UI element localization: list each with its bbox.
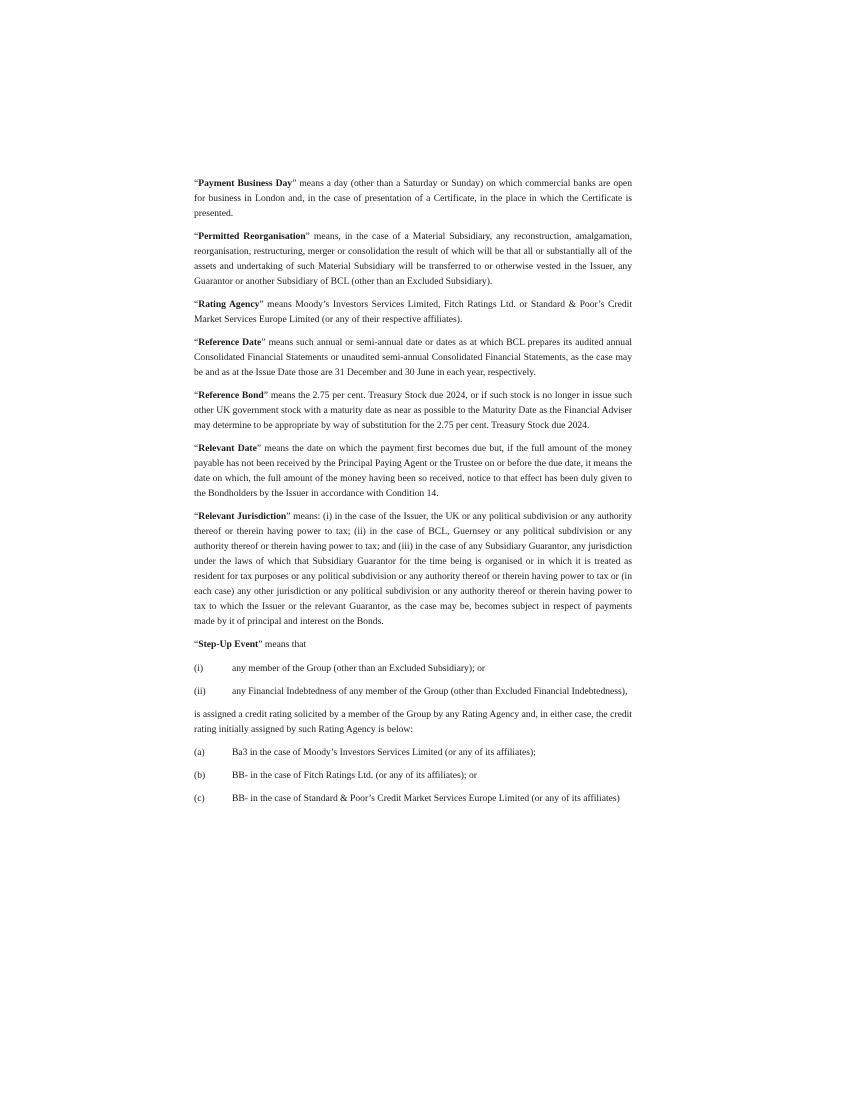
definition-permitted-reorganisation: “Permitted Reorganisation” means, in the case of a Material Subsidiary, any reconstruction, amalgamation, reorganisation, restructuring, merger or consolidation the result of which will be that all or substantially all of the assets and undertaking of such Material Subsidiary will be transferred to or otherwise vested in the Issuer, any Guarantor or another Subsidiary of BCL (other than an Excluded Subsidiary).	[194, 231, 632, 287]
definition-step-up-event: “Step-Up Event” means that	[194, 639, 307, 650]
list-item-text: BB- in the case of Fitch Ratings Ltd. (or any of its affiliates); or	[232, 770, 477, 781]
list-item	[194, 661, 632, 676]
list-item-text: any Financial Indebtedness of any member of the Group (other than Excluded Financial Indebtedness),	[232, 686, 628, 697]
list-item-number: (b)	[194, 770, 206, 781]
definition-payment-business-day: “Payment Business Day” means a day (other than a Saturday or Sunday) on which commercial banks are open for business in London and, in the case of presentation of a Certificate, in the place in which the Certificate is presented.	[194, 178, 632, 219]
list-item-text: BB- in the case of Standard & Poor’s Credit Market Services Europe Limited (or any of its affiliates)	[232, 793, 620, 804]
list-item-text: any member of the Group (other than an Excluded Subsidiary); or	[232, 663, 486, 674]
list-item	[194, 745, 632, 760]
step-up-middle-paragraph: is assigned a credit rating solicited by a member of the Group by any Rating Agency and, in either case, the credit rating initially assigned by such Rating Agency is below:	[194, 709, 632, 735]
list-item-number: (a)	[194, 747, 205, 758]
definition-reference-bond: “Reference Bond” means the 2.75 per cent. Treasury Stock due 2024, or if such stock is no longer in issue such other UK government stock with a maturity date as near as possible to the Maturity Date as the Financial Adviser may determine to be appropriate by way of substitution for the 2.75 per cent. Treasury Stock due 2024.	[194, 390, 632, 431]
definition-rating-agency: “Rating Agency” means Moody’s Investors Services Limited, Fitch Ratings Ltd. or Standard & Poor’s Credit Market Services Europe Limited (or any of their respective affiliates).	[194, 299, 632, 325]
definition-reference-date: “Reference Date” means such annual or semi-annual date or dates as at which BCL prepares its audited annual Consolidated Financial Statements or unaudited semi-annual Consolidated Financial Statements, as the case may be and as at the Issue Date those are 31 December and 30 June in each year, respectively.	[194, 337, 632, 378]
list-item	[194, 768, 632, 783]
definition-relevant-date: “Relevant Date” means the date on which the payment first becomes due but, if the full amount of the money payable has not been received by the Principal Paying Agent or the Trustee on or before the due date, it means the date on which, the full amount of the money having been so received, notice to that effect has been duly given to the Bondholders by the Issuer in accordance with Condition 14.	[194, 443, 632, 499]
list-item-number: (c)	[194, 793, 205, 804]
list-item	[194, 684, 632, 699]
document-page	[194, 176, 632, 814]
list-item	[194, 791, 632, 806]
list-item-text: Ba3 in the case of Moody’s Investors Services Limited (or any of its affiliates);	[232, 747, 536, 758]
definition-relevant-jurisdiction: “Relevant Jurisdiction” means: (i) in the case of the Issuer, the UK or any political subdivision or any authority thereof or therein having power to tax; (ii) in the case of BCL, Guernsey or any political subdivision or any authority thereof or therein having power to tax; and (iii) in the case of any Subsidiary Guarantor, any jurisdiction under the laws of which that Subsidiary Guarantor for the time being is organised or in which it is treated as resident for tax purposes or any political subdivision or any authority thereof or therein having power to tax or (in each case) any other jurisdiction or any political subdivision or any authority thereof or therein having power to tax to which the Issuer or the relevant Guarantor, as the case may be, becomes subject in respect of payments made by it of principal and interest on the Bonds.	[194, 511, 632, 627]
list-item-number: (i)	[194, 663, 204, 674]
list-item-number: (ii)	[194, 686, 206, 697]
